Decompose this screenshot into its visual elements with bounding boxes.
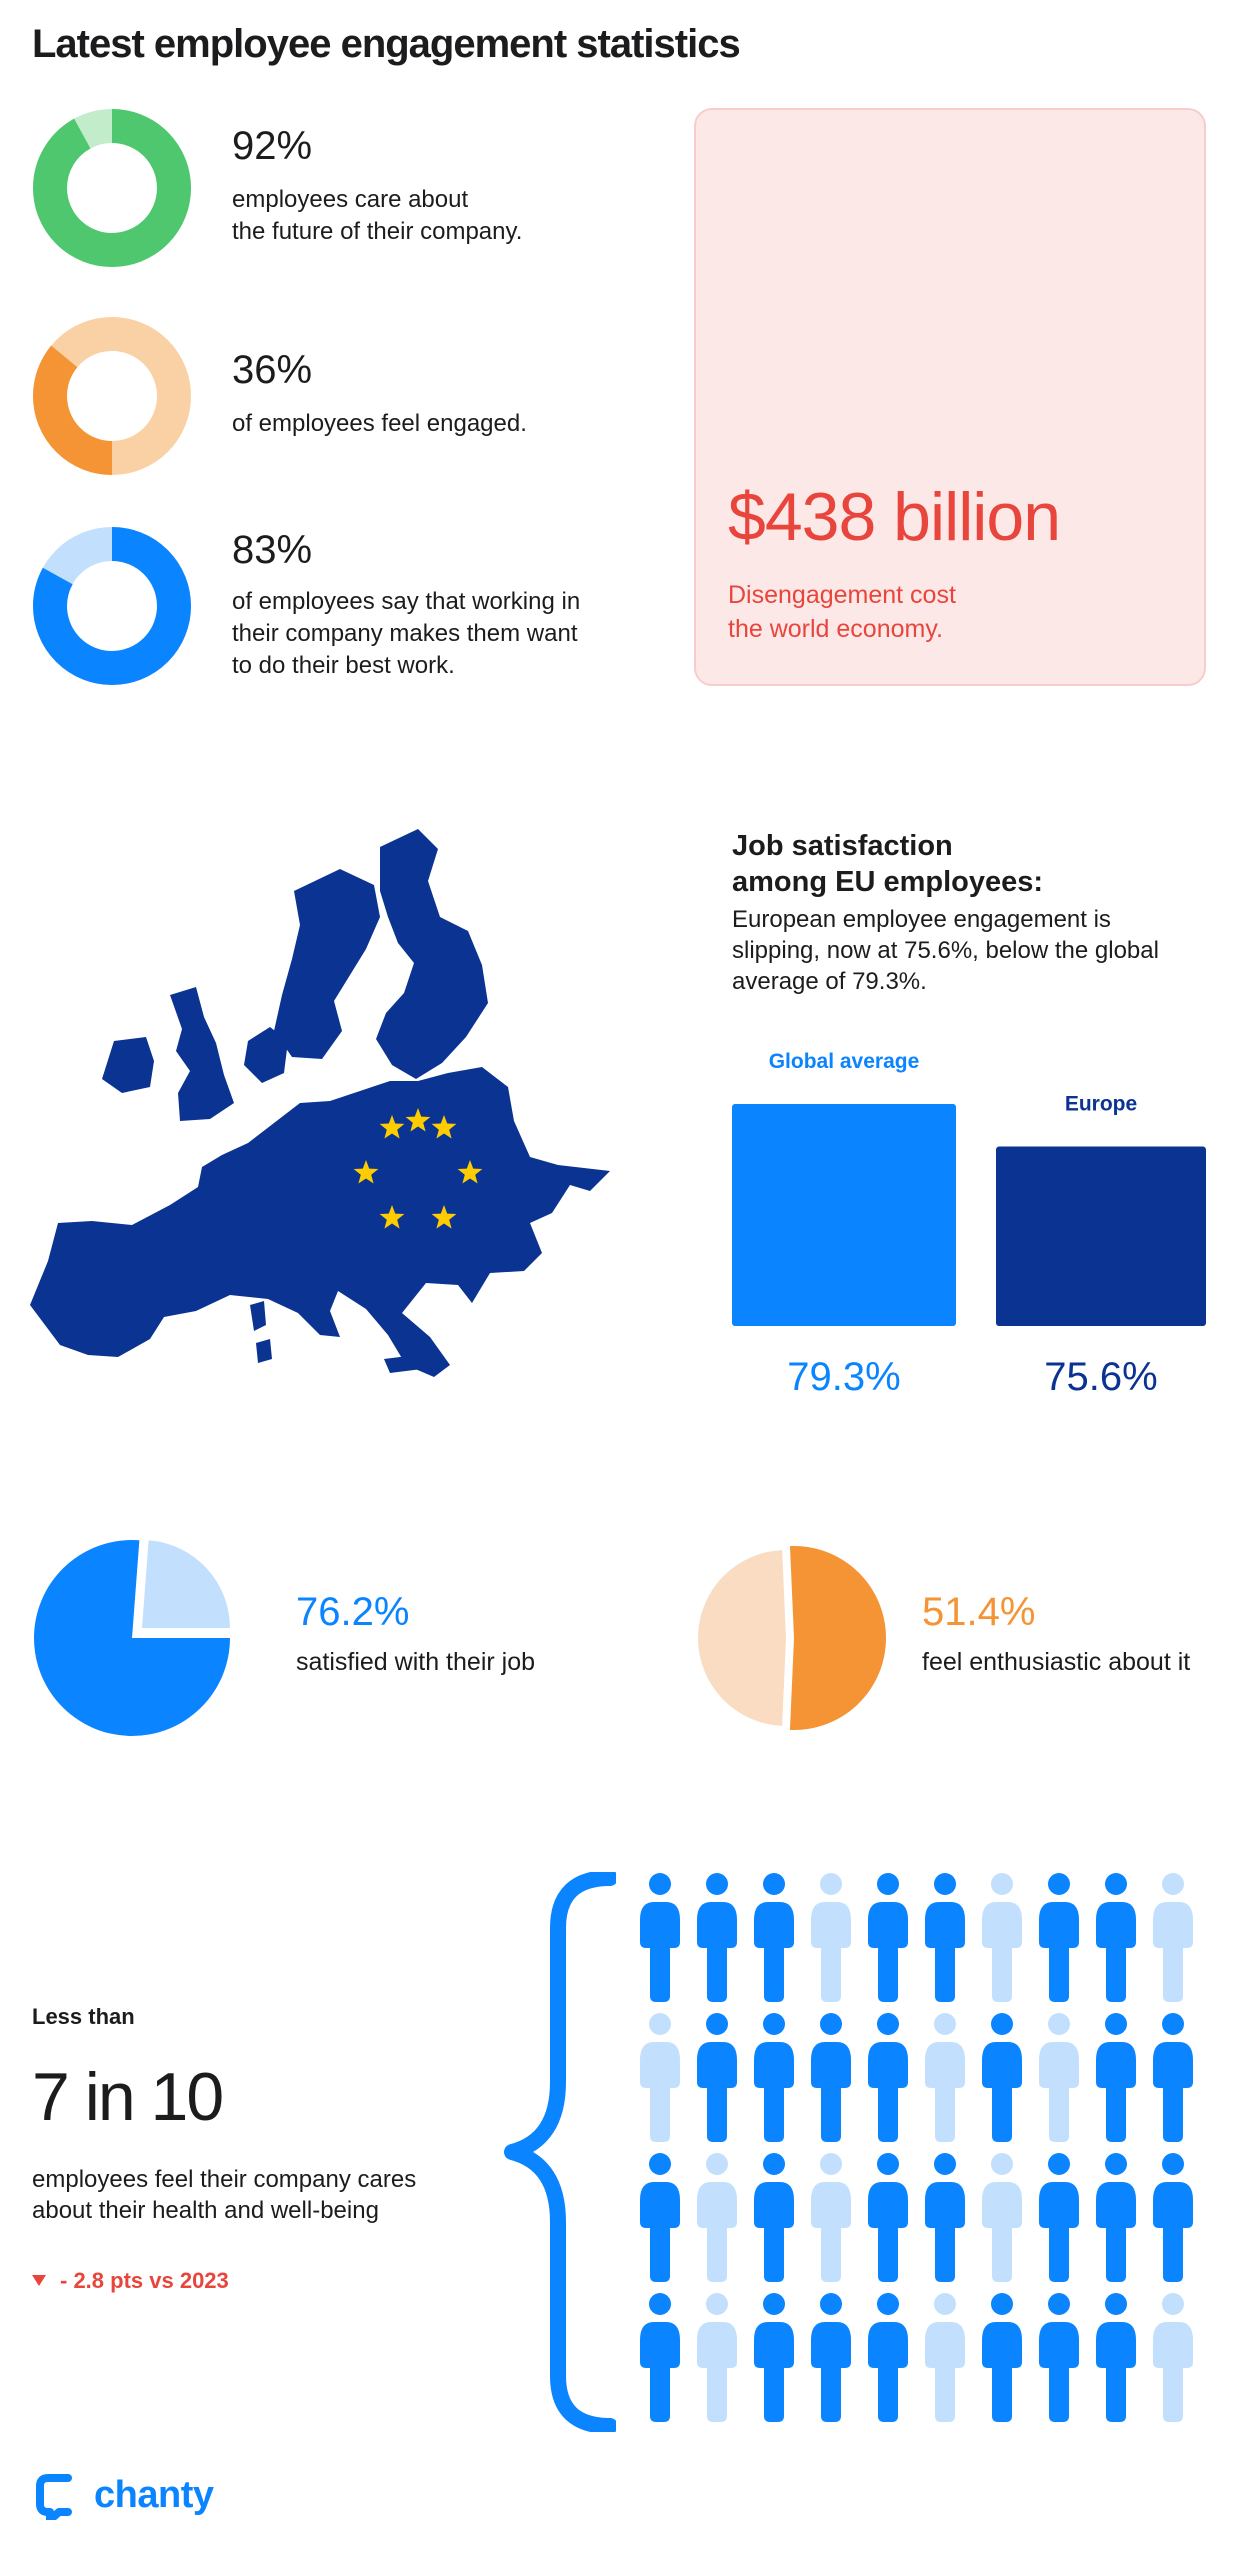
person-icon — [1039, 1873, 1079, 2002]
cost-card — [694, 108, 1206, 686]
person-icon — [1039, 2013, 1079, 2142]
stat-description: employees care about the future of their company. — [232, 186, 523, 245]
people-description: employees feel their company cares about their health and well-being — [32, 2166, 417, 2224]
person-icon — [754, 1873, 794, 2002]
pie-slice-remainder — [698, 1550, 786, 1726]
person-icon — [1153, 1873, 1193, 2002]
pie-percent: 51.4% — [922, 1590, 1036, 1634]
donut-chart-36 — [32, 316, 192, 476]
person-icon — [982, 2153, 1022, 2282]
donut-value-arc — [50, 126, 174, 250]
europe-map-icon — [30, 825, 610, 1391]
person-icon — [1153, 2153, 1193, 2282]
person-icon — [697, 2293, 737, 2422]
person-icon — [640, 2153, 680, 2282]
person-icon — [868, 2153, 908, 2282]
stat-description: of employees say that working in their company makes them want to do their best work. — [232, 588, 581, 679]
cost-value: $438 billion — [728, 479, 1061, 555]
person-icon — [1039, 2293, 1079, 2422]
pie-slice-remainder — [142, 1540, 230, 1628]
change-indicator — [32, 2268, 229, 2294]
person-icon — [640, 2293, 680, 2422]
bar-category-label: Global average — [768, 1050, 920, 1073]
person-icon — [868, 2013, 908, 2142]
person-icon — [697, 1873, 737, 2002]
change-text: - 2.8 pts vs 2023 — [60, 2268, 229, 2293]
page-title: Latest employee engagement statistics — [32, 22, 740, 66]
person-icon — [697, 2153, 737, 2282]
person-icon — [811, 2153, 851, 2282]
person-icon — [925, 1873, 965, 2002]
stat-percent: 92% — [232, 124, 313, 168]
stat-description: of employees feel engaged. — [232, 410, 527, 437]
bar-category-label: Europe — [1064, 1092, 1138, 1116]
person-icon — [1039, 2153, 1079, 2282]
pie-description: feel enthusiastic about it — [922, 1648, 1191, 1676]
donut-chart-92 — [32, 108, 192, 268]
curly-brace-icon — [498, 1872, 616, 2432]
person-icon — [754, 2013, 794, 2142]
bar-value-label: 75.6% — [1044, 1355, 1158, 1399]
eu-section-description: European employee engagement is slipping, now at 75.6%, below the global average of 79.3%. — [732, 906, 1159, 995]
person-icon — [811, 1873, 851, 2002]
stat-percent: 83% — [232, 528, 313, 572]
person-icon — [640, 2013, 680, 2142]
person-icon — [1096, 2293, 1136, 2422]
people-headline: 7 in 10 — [32, 2059, 223, 2135]
person-icon — [1096, 2013, 1136, 2142]
down-triangle-icon — [32, 2275, 46, 2286]
brand-name: chanty — [94, 2474, 214, 2516]
person-icon — [925, 2013, 965, 2142]
bar-europe — [996, 1147, 1206, 1326]
person-icon — [697, 2013, 737, 2142]
person-icon — [868, 1873, 908, 2002]
pie-chart-51 — [698, 1538, 898, 1738]
pie-description: satisfied with their job — [296, 1648, 536, 1676]
person-icon — [1153, 2013, 1193, 2142]
chat-bubble-icon — [32, 2470, 82, 2520]
bar-global-average — [732, 1104, 956, 1326]
person-icon — [868, 2293, 908, 2422]
person-icon — [982, 2293, 1022, 2422]
pie-percent: 76.2% — [296, 1590, 410, 1634]
person-icon — [1096, 1873, 1136, 2002]
person-icon — [811, 2013, 851, 2142]
bar-value-label: 79.3% — [787, 1355, 901, 1399]
pie-slice-enthusiastic — [790, 1546, 886, 1730]
person-icon — [1096, 2153, 1136, 2282]
person-icon — [754, 2153, 794, 2282]
eu-section-title: Job satisfaction among EU employees: — [732, 830, 1044, 898]
person-icon — [982, 2013, 1022, 2142]
people-grid — [640, 1872, 1210, 2432]
person-icon — [925, 2293, 965, 2422]
people-lead-text: Less than — [32, 2004, 135, 2029]
person-icon — [982, 1873, 1022, 2002]
pie-chart-76 — [32, 1538, 232, 1738]
engagement-bar-chart — [732, 1040, 1208, 1410]
donut-chart-83 — [32, 526, 192, 686]
person-icon — [925, 2153, 965, 2282]
person-icon — [811, 2293, 851, 2422]
person-icon — [640, 1873, 680, 2002]
stat-percent: 36% — [232, 348, 313, 392]
person-icon — [754, 2293, 794, 2422]
cost-description: Disengagement cost the world economy. — [728, 581, 956, 643]
person-icon — [1153, 2293, 1193, 2422]
